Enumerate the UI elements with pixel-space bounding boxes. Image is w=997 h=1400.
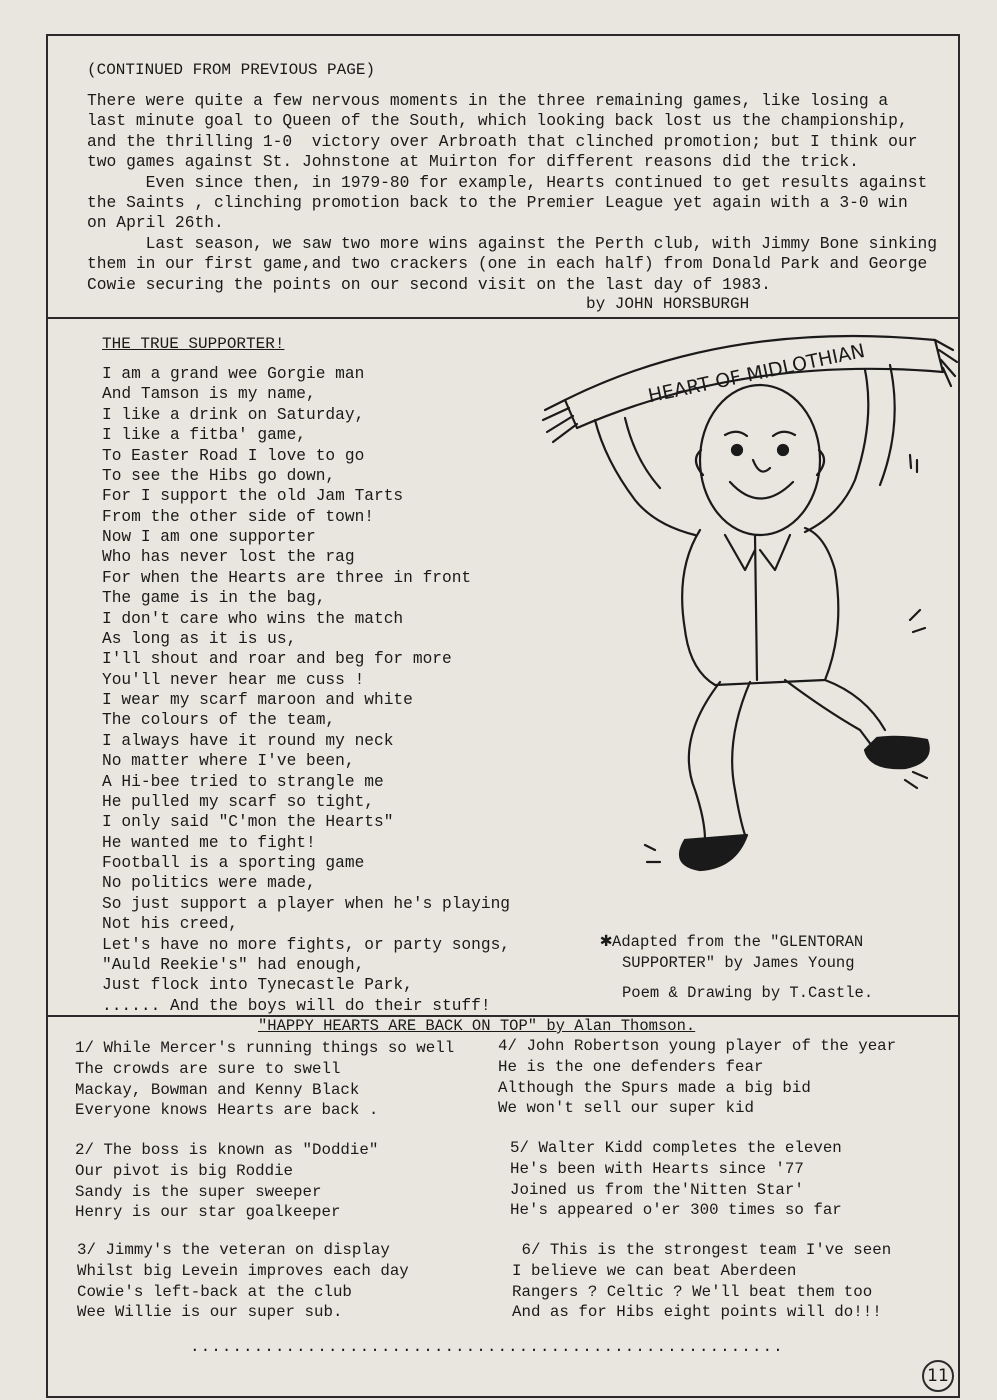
song-verse-5 bbox=[510, 1138, 842, 1221]
verse-line: He is the one defenders fear bbox=[498, 1057, 764, 1076]
asterisk-icon: ✱ bbox=[600, 930, 613, 953]
page-number: 11 bbox=[922, 1360, 954, 1392]
verse-line: Cowie's left-back at the club bbox=[77, 1282, 352, 1301]
article-line: Last season, we saw two more wins against the Perth club, with Jimmy Bone sinking bbox=[87, 233, 938, 253]
poem-line: "Auld Reekie's" had enough, bbox=[102, 955, 365, 974]
article-line: them in our first game,and two crackers (one in each half) from Donald Park and George bbox=[87, 254, 928, 274]
note-line-2: SUPPORTER" by James Young bbox=[622, 954, 855, 972]
poem-line: He wanted me to fight! bbox=[102, 833, 316, 852]
verse-line: Mackay, Bowman and Kenny Black bbox=[75, 1080, 360, 1099]
poem-credit: Poem & Drawing by T.Castle. bbox=[622, 984, 874, 1002]
article-line: There were quite a few nervous moments in the three remaining games, like losing a bbox=[87, 91, 889, 110]
verse-line: 2/ The boss is known as "Doddie" bbox=[75, 1141, 379, 1159]
song-verse-4 bbox=[498, 1036, 896, 1119]
verse-line: Our pivot is big Roddie bbox=[75, 1161, 294, 1180]
poem-line: No politics were made, bbox=[102, 874, 316, 893]
verse-line: 4/ John Robertson young player of the year bbox=[498, 1037, 897, 1055]
poem-line: For I support the old Jam Tarts bbox=[102, 487, 404, 506]
article-text bbox=[87, 91, 937, 295]
right-shoe bbox=[865, 737, 929, 768]
poem-line: I don't care who wins the match bbox=[102, 609, 404, 628]
song-verse-2 bbox=[75, 1140, 378, 1223]
poem-line: To see the Hibs go down, bbox=[102, 466, 336, 485]
verse-line: Although the Spurs made a big bid bbox=[498, 1078, 811, 1097]
article-line: Even since then, in 1979-80 for example, Hearts continued to get results against bbox=[87, 172, 928, 192]
song-verse-6 bbox=[512, 1240, 891, 1323]
verse-line: 1/ While Mercer's running things so well bbox=[75, 1039, 455, 1057]
verse-line: He's been with Hearts since '77 bbox=[510, 1159, 804, 1178]
verse-line: Rangers ? Celtic ? We'll beat them too bbox=[512, 1282, 873, 1301]
poem-line: Who has never lost the rag bbox=[102, 548, 355, 567]
poem-line: The colours of the team, bbox=[102, 711, 336, 730]
verse-line: Joined us from the'Nitten Star' bbox=[510, 1180, 804, 1199]
song-title: "HAPPY HEARTS ARE BACK ON TOP" by Alan Thomson. bbox=[258, 1017, 696, 1035]
verse-line: We won't sell our super kid bbox=[498, 1099, 754, 1118]
verse-line: I believe we can beat Aberdeen bbox=[512, 1261, 797, 1280]
poem-line: From the other side of town! bbox=[102, 507, 374, 526]
song-verse-3 bbox=[77, 1240, 409, 1323]
poem-line: Now I am one supporter bbox=[102, 528, 316, 546]
verse-line: Whilst big Levein improves each day bbox=[77, 1261, 409, 1280]
poem-title: THE TRUE SUPPORTER! bbox=[102, 335, 285, 353]
poem-line: Football is a sporting game bbox=[102, 854, 365, 872]
poem-text bbox=[102, 364, 510, 1016]
poem-line: Just flock into Tynecastle Park, bbox=[102, 976, 413, 995]
verse-line: Sandy is the super sweeper bbox=[75, 1182, 322, 1201]
left-arm bbox=[595, 420, 695, 535]
poem-line: ...... And the boys will do their stuff! bbox=[102, 996, 491, 1015]
poem-line: You'll never hear me cuss ! bbox=[102, 670, 365, 689]
poem-line: And Tamson is my name, bbox=[102, 385, 316, 404]
verse-line: The crowds are sure to swell bbox=[75, 1059, 341, 1078]
head bbox=[700, 385, 820, 535]
scarf-text: HEART OF MIDLOTHIAN bbox=[646, 339, 867, 408]
poem-line: A Hi-bee tried to strangle me bbox=[102, 772, 384, 791]
verse-line: Henry is our star goalkeeper bbox=[75, 1203, 341, 1222]
poem-line: For when the Hearts are three in front bbox=[102, 568, 472, 587]
continued-heading: (CONTINUED FROM PREVIOUS PAGE) bbox=[87, 61, 376, 79]
verse-line: Everyone knows Hearts are back . bbox=[75, 1101, 379, 1120]
verse-line: 5/ Walter Kidd completes the eleven bbox=[510, 1139, 842, 1157]
song-verse-1 bbox=[75, 1038, 454, 1121]
poem-line: I like a fitba' game, bbox=[102, 426, 306, 445]
left-shoe bbox=[680, 835, 747, 870]
verse-line: 3/ Jimmy's the veteran on display bbox=[77, 1241, 390, 1259]
poem-line: He pulled my scarf so tight, bbox=[102, 792, 374, 811]
verse-line: He's appeared o'er 300 times so far bbox=[510, 1201, 842, 1220]
poem-line: To Easter Road I love to go bbox=[102, 446, 365, 465]
poem-line: I wear my scarf maroon and white bbox=[102, 691, 413, 709]
article-line: two games against St. Johnstone at Muirton for different reasons did the trick. bbox=[87, 152, 859, 172]
poem-line: I always have it round my neck bbox=[102, 731, 394, 750]
poem-line: Let's have no more fights, or party songs, bbox=[102, 935, 510, 954]
poem-line: I am a grand wee Gorgie man bbox=[102, 365, 365, 383]
dotted-rule: ........................................................ bbox=[190, 1338, 784, 1356]
poem-line: I'll shout and roar and beg for more bbox=[102, 650, 452, 669]
poem-line: The game is in the bag, bbox=[102, 589, 326, 608]
verse-line: And as for Hibs eight points will do!!! bbox=[512, 1303, 882, 1322]
poem-line: Not his creed, bbox=[102, 915, 238, 934]
poem-line: I like a drink on Saturday, bbox=[102, 405, 365, 424]
article-line: Cowie securing the points on our second visit on the last day of 1983. bbox=[87, 274, 771, 294]
article-line: the Saints , clinching promotion back to the Premier League yet again with a 3-0 win bbox=[87, 193, 908, 213]
right-arm bbox=[805, 370, 868, 532]
article-line: and the thrilling 1-0 victory over Arbroath that clinched promotion; but I think our bbox=[87, 131, 918, 151]
poem-line: No matter where I've been, bbox=[102, 752, 355, 771]
verse-line: 6/ This is the strongest team I've seen bbox=[512, 1241, 892, 1259]
right-leg bbox=[785, 680, 875, 750]
poem-line: So just support a player when he's playing bbox=[102, 894, 510, 913]
poem-line: I only said "C'mon the Hearts" bbox=[102, 813, 394, 832]
note-line-1: Adapted from the "GLENTORAN bbox=[612, 933, 864, 951]
article-line: on April 26th. bbox=[87, 213, 224, 233]
article-line: last minute goal to Queen of the South, which looking back lost us the championship, bbox=[87, 111, 908, 131]
supporter-drawing bbox=[525, 310, 965, 900]
verse-line: Wee Willie is our super sub. bbox=[77, 1303, 343, 1322]
poem-line: As long as it is us, bbox=[102, 629, 297, 648]
left-leg bbox=[689, 682, 720, 840]
article-byline: by JOHN HORSBURGH bbox=[586, 295, 750, 313]
adaptation-note bbox=[600, 910, 863, 974]
